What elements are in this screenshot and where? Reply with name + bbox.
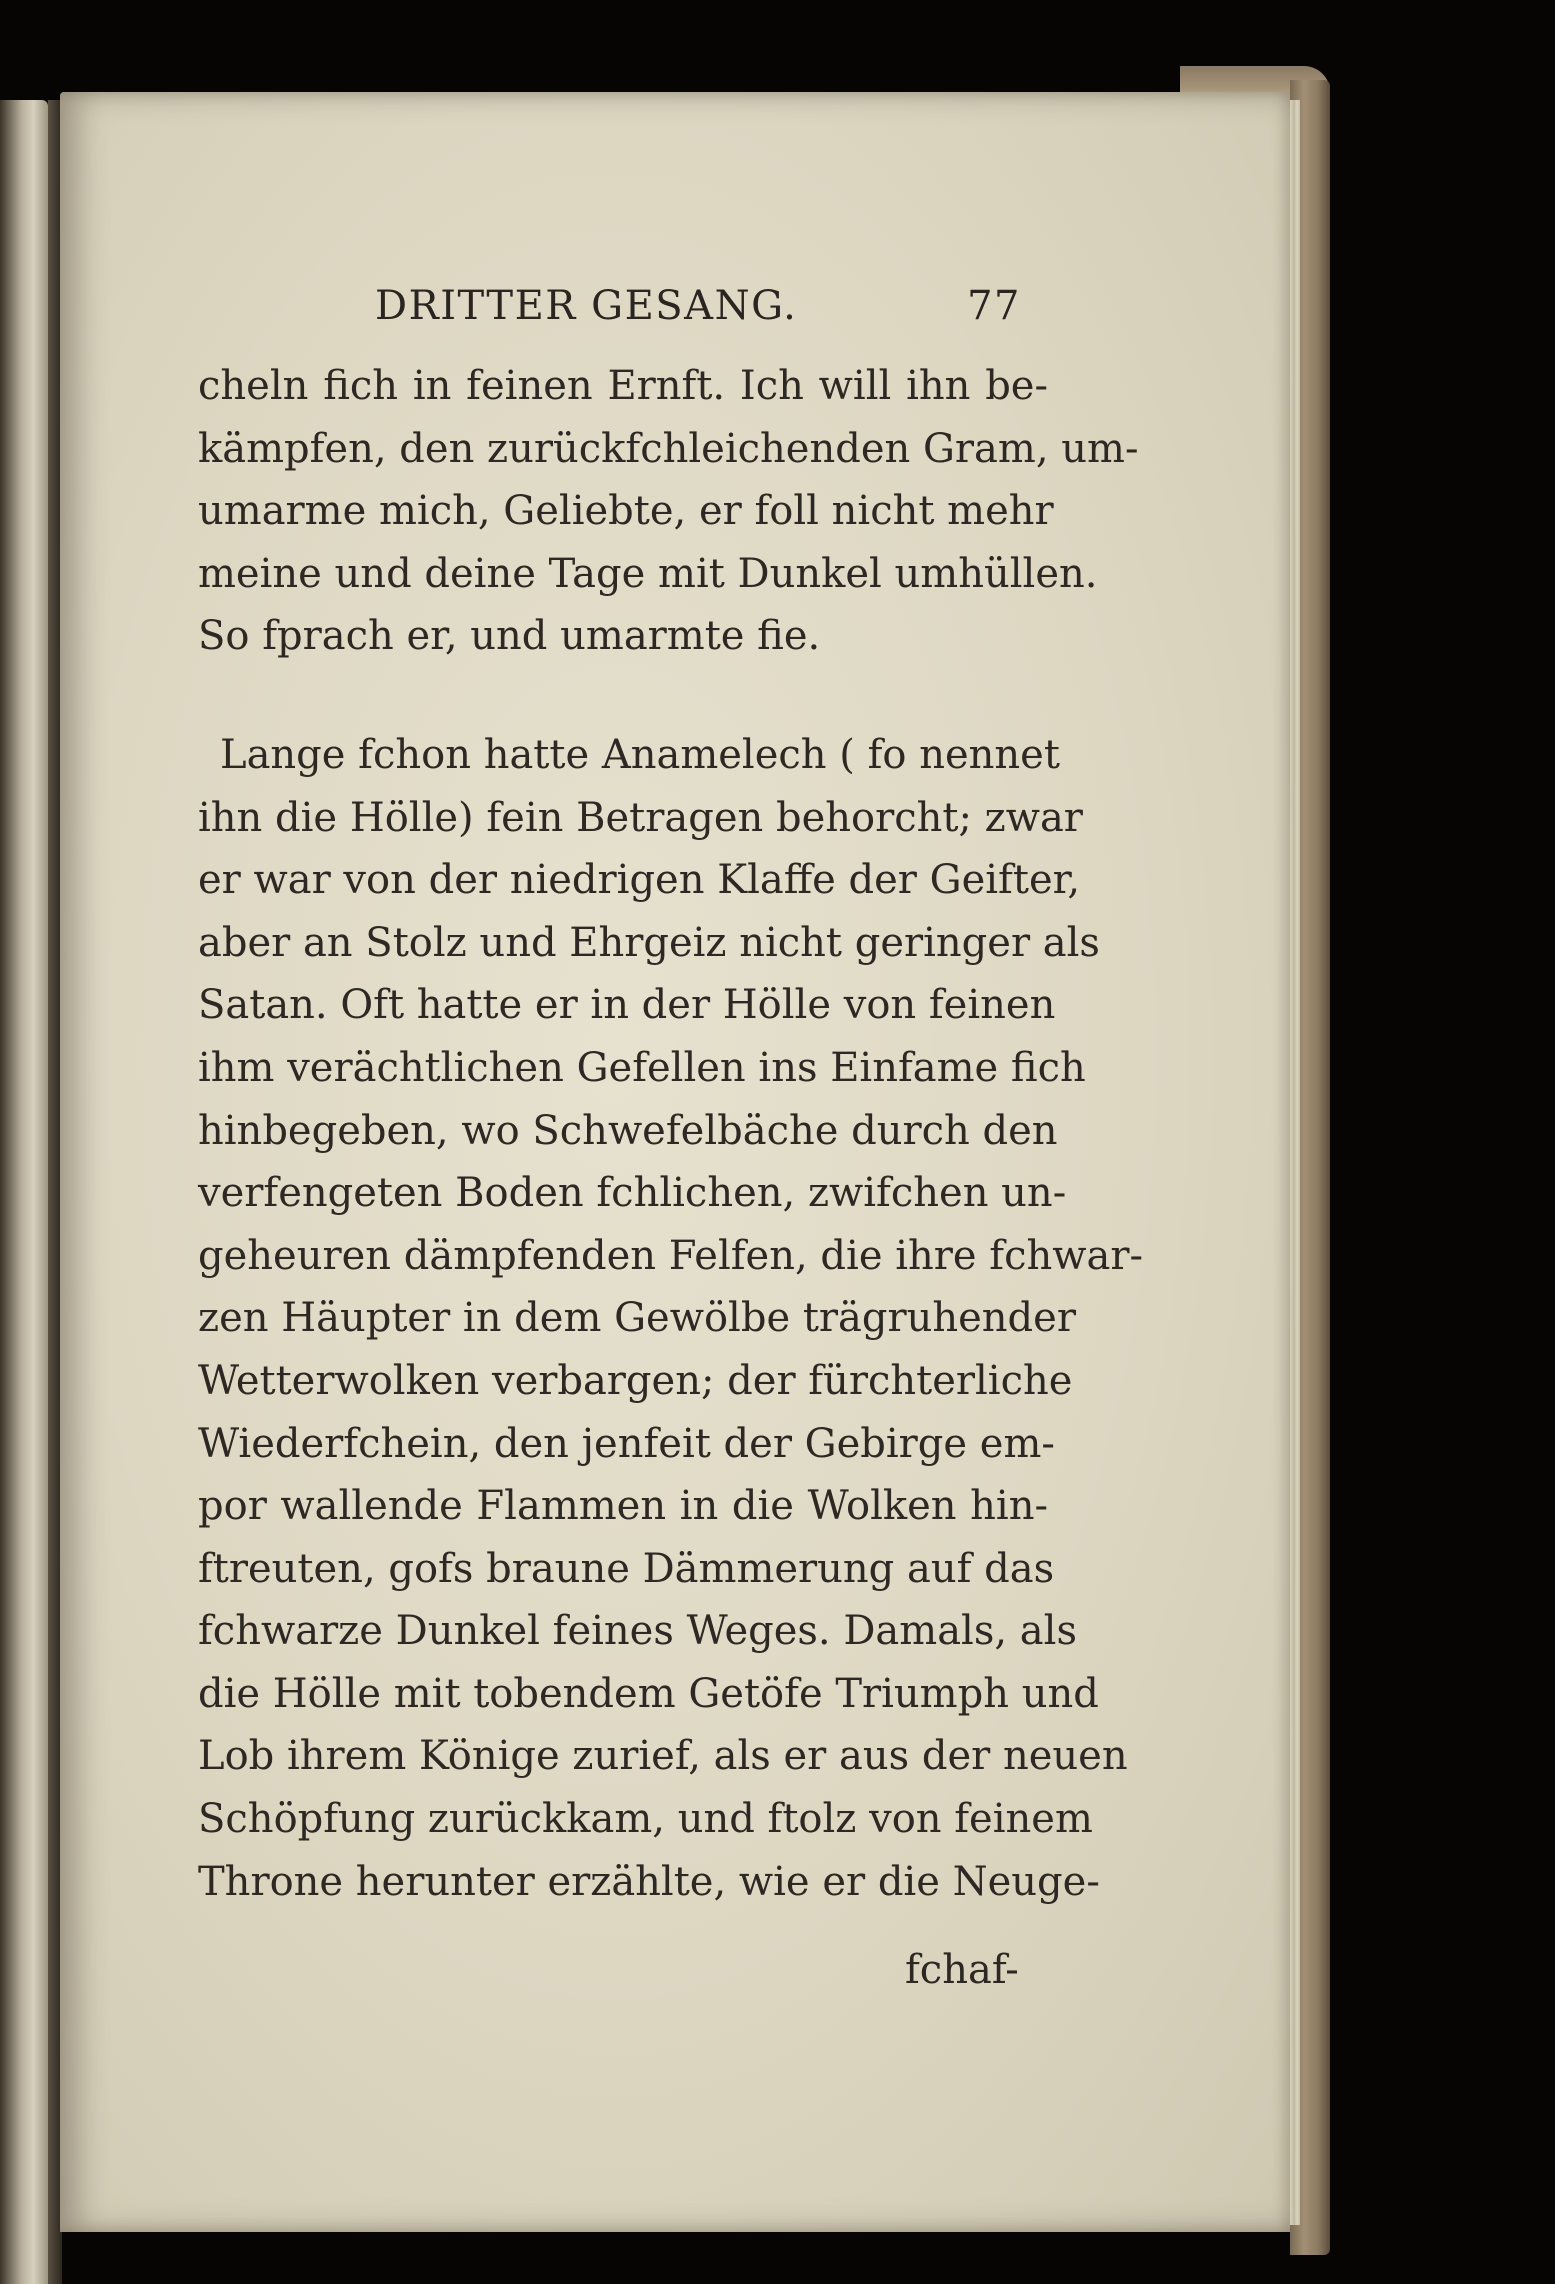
text-line: Lob ihrem Könige zurief, als er aus der neuen bbox=[198, 1733, 1128, 1780]
text-line: ftreuten, gofs braune Dämmerung auf das bbox=[198, 1545, 1055, 1592]
text-line: ihn die Hölle) fein Betragen behorcht; zwar bbox=[198, 794, 1083, 841]
text-line: umarme mich, Geliebte, er foll nicht mehr bbox=[198, 488, 1054, 535]
page-number: 77 bbox=[967, 283, 1021, 329]
text-line: So fprach er, und umarmte fie. bbox=[198, 613, 821, 660]
facing-page-edge bbox=[0, 100, 48, 2284]
text-line: die Hölle mit tobendem Getöfe Triumph und bbox=[198, 1670, 1099, 1717]
text-line: Wiederfchein, den jenfeit der Gebirge em- bbox=[198, 1420, 1055, 1467]
text-line: ihm verächtlichen Gefellen ins Einfame fich bbox=[198, 1044, 1086, 1091]
text-line: kämpfen, den zurückfchleichenden Gram, um- bbox=[198, 425, 1139, 472]
text-line: cheln fich in feinen Ernft. Ich will ihn be- bbox=[198, 363, 1048, 409]
page-text bbox=[198, 355, 1143, 1913]
running-header bbox=[375, 283, 1035, 333]
text-line: hinbegeben, wo Schwefelbäche durch den bbox=[198, 1107, 1058, 1154]
text-line: Wetterwolken verbargen; der fürchterliche bbox=[198, 1357, 1073, 1404]
text-line: por wallende Flammen in die Wolken hin- bbox=[198, 1483, 1048, 1530]
text-line: Throne herunter erzählte, wie er die Neuge- bbox=[198, 1858, 1100, 1905]
text-line: Schöpfung zurückkam, und ftolz von feinem bbox=[198, 1796, 1093, 1843]
text-line: Satan. Oft hatte er in der Hölle von feinen bbox=[198, 982, 1056, 1029]
running-title: DRITTER GESANG. bbox=[375, 283, 798, 329]
text-line: meine und deine Tage mit Dunkel umhüllen. bbox=[198, 550, 1098, 597]
text-line: verfengeten Boden fchlichen, zwifchen un- bbox=[198, 1170, 1067, 1217]
paragraph-1 bbox=[198, 355, 1139, 668]
text-line: geheuren dämpfenden Felfen, die ihre fchwar- bbox=[198, 1232, 1143, 1279]
text-line: aber an Stolz und Ehrgeiz nicht geringer als bbox=[198, 919, 1100, 966]
paragraph-gap bbox=[198, 668, 1048, 724]
text-line: fchwarze Dunkel feines Weges. Damals, als bbox=[198, 1608, 1077, 1655]
text-line: zen Häupter in dem Gewölbe trägruhender bbox=[198, 1295, 1076, 1342]
paragraph-2 bbox=[198, 724, 1143, 1913]
catchword: fchaf- bbox=[905, 1947, 1019, 1993]
text-line: er war von der niedrigen Klaffe der Geifter, bbox=[198, 857, 1081, 904]
text-line: Lange fchon hatte Anamelech ( fo nennet bbox=[220, 731, 1060, 778]
